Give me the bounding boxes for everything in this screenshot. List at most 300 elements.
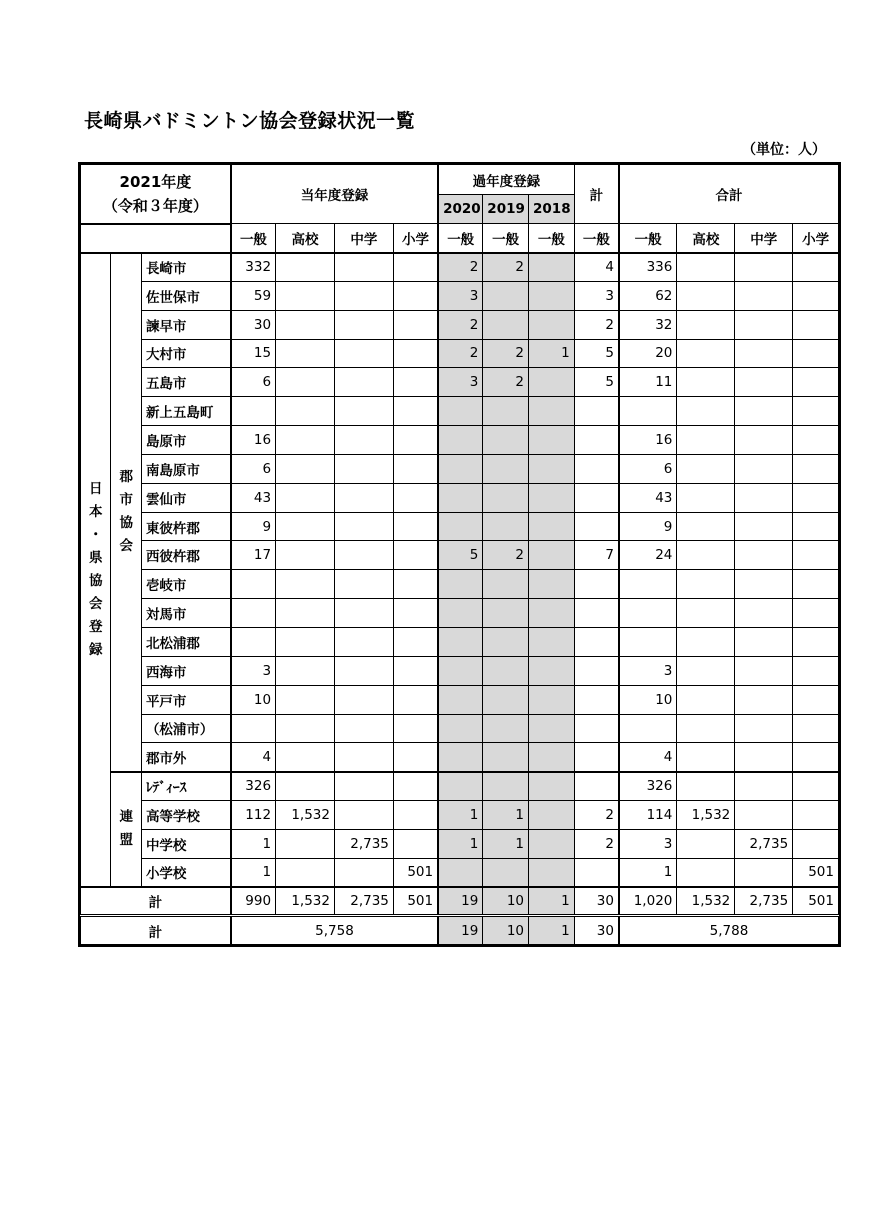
subtotal-cell: 1,532	[677, 887, 735, 916]
subtotal-cell: 1,532	[276, 887, 335, 916]
association-side-label	[81, 253, 111, 888]
value-cell	[529, 541, 575, 570]
value-cell: 326	[231, 772, 276, 801]
row-name: 北松浦郡	[141, 627, 230, 656]
value-cell	[276, 829, 335, 858]
value-cell: 24	[619, 541, 677, 570]
value-cell	[793, 310, 839, 339]
year-2020-header: 2020	[438, 195, 483, 224]
row-name: 長崎市	[141, 253, 230, 282]
value-cell	[574, 627, 619, 656]
value-cell	[735, 368, 793, 397]
value-cell: 2	[438, 253, 483, 282]
federation-side-label	[111, 772, 141, 887]
value-cell: 16	[619, 426, 677, 455]
value-cell: 17	[231, 541, 276, 570]
value-cell	[529, 310, 575, 339]
value-cell	[438, 656, 483, 685]
value-cell: 16	[231, 426, 276, 455]
vertical-char: 日	[88, 480, 103, 497]
value-cell	[393, 714, 438, 743]
vertical-char: 盟	[119, 832, 133, 849]
value-cell	[793, 253, 839, 282]
subtotal-cell: 1,020	[619, 887, 677, 916]
col-header-shougaku: 小学	[393, 224, 438, 253]
value-cell	[334, 743, 393, 772]
value-cell	[276, 714, 335, 743]
fiscal-year-label: 2021年度	[119, 172, 192, 191]
table-row	[81, 772, 839, 801]
value-cell	[677, 685, 735, 714]
col-header-ippan-2019: 一般	[483, 224, 529, 253]
value-cell	[793, 772, 839, 801]
value-cell: 43	[231, 483, 276, 512]
value-cell	[334, 685, 393, 714]
vertical-char: 会	[88, 595, 103, 612]
value-cell: 3	[619, 829, 677, 858]
value-cell	[334, 570, 393, 599]
value-cell	[276, 743, 335, 772]
value-cell	[393, 368, 438, 397]
value-cell	[334, 801, 393, 830]
value-cell	[574, 656, 619, 685]
value-cell	[438, 570, 483, 599]
value-cell: 2	[438, 310, 483, 339]
value-cell	[574, 426, 619, 455]
value-cell: 2	[574, 801, 619, 830]
row-name: 西海市	[141, 656, 230, 685]
value-cell	[735, 858, 793, 887]
value-cell	[334, 772, 393, 801]
value-cell	[677, 858, 735, 887]
past-total-header: 計	[574, 165, 619, 224]
col-header-ippan-past-total: 一般	[574, 224, 619, 253]
value-cell: 2	[574, 829, 619, 858]
value-cell	[574, 599, 619, 628]
value-cell: 1	[483, 801, 529, 830]
value-cell	[438, 454, 483, 483]
value-cell	[574, 454, 619, 483]
value-cell	[677, 714, 735, 743]
value-cell	[793, 483, 839, 512]
value-cell	[793, 426, 839, 455]
col-header-chugaku: 中学	[334, 224, 393, 253]
value-cell: 2,735	[334, 829, 393, 858]
row-name: 対馬市	[141, 599, 230, 628]
value-cell	[529, 714, 575, 743]
value-cell	[483, 743, 529, 772]
value-cell	[529, 512, 575, 541]
value-cell	[334, 281, 393, 310]
grand-2018: 1	[529, 916, 575, 945]
unit-label: （単位：人）	[742, 142, 826, 158]
value-cell	[735, 310, 793, 339]
table-row	[81, 281, 839, 310]
value-cell	[735, 512, 793, 541]
value-cell	[793, 397, 839, 426]
table-row	[81, 339, 839, 368]
value-cell	[276, 310, 335, 339]
value-cell	[735, 570, 793, 599]
value-cell: 15	[231, 339, 276, 368]
registration-table-frame	[78, 162, 841, 947]
value-cell: 43	[619, 483, 677, 512]
value-cell	[735, 743, 793, 772]
value-cell	[276, 656, 335, 685]
value-cell	[438, 772, 483, 801]
value-cell	[574, 483, 619, 512]
value-cell	[393, 599, 438, 628]
value-cell	[393, 339, 438, 368]
value-cell	[393, 397, 438, 426]
value-cell	[438, 397, 483, 426]
value-cell: 9	[619, 512, 677, 541]
value-cell: 4	[619, 743, 677, 772]
vertical-char: 市	[119, 492, 133, 509]
value-cell: 2,735	[735, 829, 793, 858]
value-cell	[483, 281, 529, 310]
value-cell	[529, 454, 575, 483]
value-cell	[276, 512, 335, 541]
value-cell	[735, 426, 793, 455]
value-cell	[276, 368, 335, 397]
value-cell: 1,532	[677, 801, 735, 830]
value-cell	[735, 281, 793, 310]
row-name: 諫早市	[141, 310, 230, 339]
value-cell	[483, 772, 529, 801]
value-cell	[231, 570, 276, 599]
past-year-header: 過年度登録	[438, 165, 574, 195]
value-cell	[438, 685, 483, 714]
value-cell	[529, 253, 575, 282]
year-2018-header: 2018	[529, 195, 575, 224]
subtotal-cell: 19	[438, 887, 483, 916]
vertical-char: 会	[119, 538, 133, 555]
registration-table	[80, 164, 839, 945]
subtotal-row	[81, 887, 839, 916]
value-cell	[793, 743, 839, 772]
value-cell: 9	[231, 512, 276, 541]
value-cell	[735, 801, 793, 830]
value-cell	[677, 281, 735, 310]
value-cell	[393, 426, 438, 455]
row-name: 南島原市	[141, 454, 230, 483]
value-cell	[529, 570, 575, 599]
value-cell	[677, 656, 735, 685]
value-cell	[334, 310, 393, 339]
value-cell	[735, 541, 793, 570]
value-cell	[393, 310, 438, 339]
value-cell	[393, 656, 438, 685]
value-cell: 332	[231, 253, 276, 282]
row-name: 高等学校	[141, 801, 230, 830]
value-cell	[619, 570, 677, 599]
table-row	[81, 685, 839, 714]
grand-total-header: 合計	[619, 165, 839, 224]
value-cell: 3	[438, 368, 483, 397]
document-title: 長崎県バドミントン協会登録状況一覧	[84, 110, 416, 132]
subtotal-cell: 10	[483, 887, 529, 916]
value-cell	[677, 829, 735, 858]
value-cell	[529, 368, 575, 397]
value-cell	[334, 858, 393, 887]
table-row	[81, 541, 839, 570]
row-name: 中学校	[141, 829, 230, 858]
grand-past-total: 30	[574, 916, 619, 945]
value-cell	[619, 714, 677, 743]
row-name: 大村市	[141, 339, 230, 368]
value-cell	[677, 570, 735, 599]
col-header-ippan-2020: 一般	[438, 224, 483, 253]
value-cell	[793, 685, 839, 714]
value-cell	[231, 714, 276, 743]
value-cell	[334, 541, 393, 570]
table-row	[81, 656, 839, 685]
value-cell	[677, 512, 735, 541]
value-cell	[793, 512, 839, 541]
row-name: 佐世保市	[141, 281, 230, 310]
value-cell	[334, 397, 393, 426]
value-cell	[393, 253, 438, 282]
value-cell	[393, 570, 438, 599]
value-cell	[438, 627, 483, 656]
reiwa-year-label: （令和３年度）	[102, 196, 208, 215]
row-name: 雲仙市	[141, 483, 230, 512]
value-cell	[276, 599, 335, 628]
value-cell	[438, 714, 483, 743]
value-cell: 5	[438, 541, 483, 570]
current-year-header: 当年度登録	[231, 165, 438, 224]
value-cell	[735, 454, 793, 483]
value-cell	[483, 627, 529, 656]
table-row	[81, 858, 839, 887]
value-cell: 501	[393, 858, 438, 887]
value-cell	[529, 685, 575, 714]
subtotal-cell: 501	[393, 887, 438, 916]
value-cell	[529, 743, 575, 772]
value-cell	[334, 368, 393, 397]
value-cell	[735, 685, 793, 714]
row-name: 郡市外	[141, 743, 230, 772]
value-cell	[574, 397, 619, 426]
value-cell	[529, 656, 575, 685]
value-cell	[276, 426, 335, 455]
table-row	[81, 627, 839, 656]
col-header-shougaku-total: 小学	[793, 224, 839, 253]
value-cell	[793, 656, 839, 685]
value-cell	[619, 599, 677, 628]
value-cell	[529, 829, 575, 858]
value-cell	[529, 483, 575, 512]
value-cell	[483, 714, 529, 743]
value-cell	[529, 426, 575, 455]
vertical-char: 本	[88, 503, 103, 520]
value-cell: 59	[231, 281, 276, 310]
table-row	[81, 368, 839, 397]
value-cell	[735, 599, 793, 628]
value-cell	[438, 426, 483, 455]
value-cell	[677, 454, 735, 483]
value-cell	[483, 310, 529, 339]
value-cell	[677, 368, 735, 397]
value-cell	[735, 483, 793, 512]
value-cell: 6	[619, 454, 677, 483]
value-cell	[529, 858, 575, 887]
city-association-side-label	[111, 253, 141, 772]
value-cell	[393, 685, 438, 714]
table-row	[81, 454, 839, 483]
value-cell	[735, 714, 793, 743]
value-cell: 1	[438, 829, 483, 858]
value-cell	[529, 599, 575, 628]
value-cell	[574, 714, 619, 743]
value-cell	[393, 454, 438, 483]
value-cell	[574, 858, 619, 887]
value-cell	[793, 339, 839, 368]
value-cell: 336	[619, 253, 677, 282]
value-cell: 7	[574, 541, 619, 570]
value-cell: 326	[619, 772, 677, 801]
value-cell	[793, 454, 839, 483]
vertical-char: 登	[88, 618, 103, 635]
value-cell: 3	[438, 281, 483, 310]
vertical-char: 県	[88, 549, 103, 566]
value-cell	[483, 426, 529, 455]
row-name: 五島市	[141, 368, 230, 397]
value-cell	[793, 541, 839, 570]
value-cell	[393, 772, 438, 801]
value-cell	[735, 656, 793, 685]
value-cell: 10	[231, 685, 276, 714]
value-cell	[231, 599, 276, 628]
table-row	[81, 714, 839, 743]
vertical-char: 協	[119, 515, 133, 532]
value-cell	[793, 714, 839, 743]
value-cell	[574, 772, 619, 801]
value-cell: 1,532	[276, 801, 335, 830]
value-cell	[793, 281, 839, 310]
vertical-char: 録	[88, 641, 103, 658]
value-cell	[574, 570, 619, 599]
value-cell	[393, 512, 438, 541]
table-row	[81, 570, 839, 599]
subtotal-cell: 501	[793, 887, 839, 916]
value-cell	[677, 483, 735, 512]
value-cell	[793, 599, 839, 628]
value-cell: 3	[574, 281, 619, 310]
value-cell: 30	[231, 310, 276, 339]
row-name: （松浦市）	[141, 714, 230, 743]
subtotal-cell: 1	[529, 887, 575, 916]
value-cell: 2	[483, 339, 529, 368]
vertical-char: 郡	[119, 469, 133, 486]
value-cell	[483, 454, 529, 483]
value-cell: 11	[619, 368, 677, 397]
value-cell	[393, 281, 438, 310]
value-cell	[334, 512, 393, 541]
col-header-ippan-total: 一般	[619, 224, 677, 253]
value-cell	[438, 599, 483, 628]
table-row	[81, 599, 839, 628]
value-cell	[735, 339, 793, 368]
value-cell: 4	[574, 253, 619, 282]
value-cell: 2	[483, 253, 529, 282]
col-header-koukou: 高校	[276, 224, 335, 253]
vertical-char: 協	[88, 572, 103, 589]
year-2019-header: 2019	[483, 195, 529, 224]
value-cell	[574, 685, 619, 714]
value-cell: 62	[619, 281, 677, 310]
value-cell	[276, 772, 335, 801]
table-row	[81, 426, 839, 455]
value-cell	[483, 685, 529, 714]
value-cell: 1	[231, 829, 276, 858]
value-cell	[619, 397, 677, 426]
value-cell	[393, 541, 438, 570]
value-cell	[619, 627, 677, 656]
value-cell	[334, 454, 393, 483]
value-cell: 112	[231, 801, 276, 830]
value-cell: 5	[574, 339, 619, 368]
value-cell	[677, 397, 735, 426]
table-row	[81, 253, 839, 282]
value-cell	[529, 397, 575, 426]
value-cell	[483, 858, 529, 887]
value-cell	[393, 829, 438, 858]
value-cell: 32	[619, 310, 677, 339]
table-row	[81, 743, 839, 772]
row-name: 新上五島町	[141, 397, 230, 426]
value-cell	[677, 772, 735, 801]
row-name: 西彼杵郡	[141, 541, 230, 570]
value-cell	[677, 599, 735, 628]
value-cell	[393, 483, 438, 512]
value-cell	[334, 656, 393, 685]
value-cell: 20	[619, 339, 677, 368]
value-cell	[677, 541, 735, 570]
grand-total-row	[81, 916, 839, 945]
value-cell: 6	[231, 454, 276, 483]
value-cell: 10	[619, 685, 677, 714]
value-cell	[231, 397, 276, 426]
value-cell	[483, 483, 529, 512]
row-name: 平戸市	[141, 685, 230, 714]
row-name: 小学校	[141, 858, 230, 887]
subtotal-cell: 2,735	[735, 887, 793, 916]
category-blank-cell	[81, 224, 231, 253]
value-cell	[276, 454, 335, 483]
value-cell	[438, 483, 483, 512]
subtotal-cell: 990	[231, 887, 276, 916]
subtotal-cell: 30	[574, 887, 619, 916]
value-cell: 2	[438, 339, 483, 368]
value-cell: 4	[231, 743, 276, 772]
grand-overall-total: 5,788	[619, 916, 839, 945]
value-cell: 3	[231, 656, 276, 685]
value-cell	[677, 627, 735, 656]
value-cell	[276, 541, 335, 570]
row-name: 壱岐市	[141, 570, 230, 599]
value-cell	[438, 512, 483, 541]
value-cell	[334, 714, 393, 743]
value-cell: 2	[483, 541, 529, 570]
value-cell	[677, 310, 735, 339]
value-cell: 114	[619, 801, 677, 830]
value-cell: 1	[231, 858, 276, 887]
value-cell	[793, 801, 839, 830]
table-row	[81, 483, 839, 512]
value-cell	[677, 253, 735, 282]
